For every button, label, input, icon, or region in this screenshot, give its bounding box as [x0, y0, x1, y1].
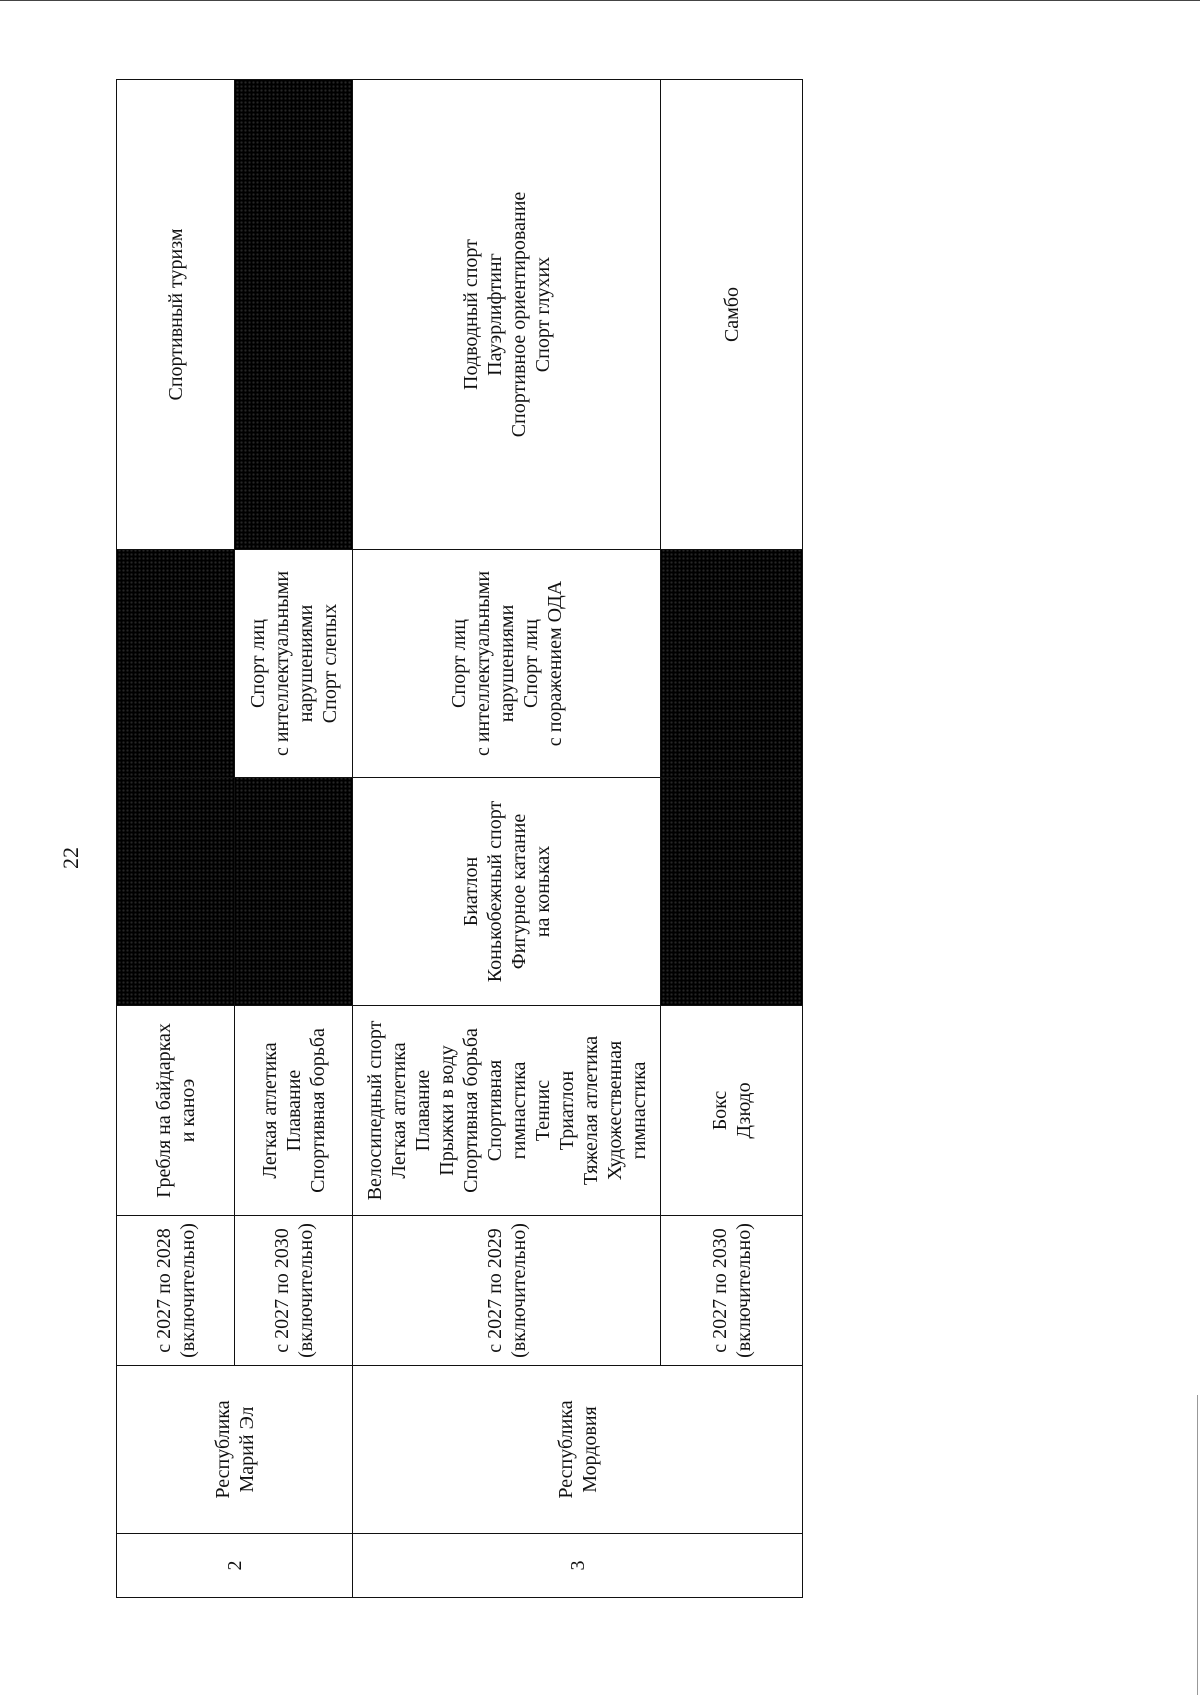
sports-cell: Гребля на байдарках и каноэ — [117, 1006, 235, 1216]
empty-filled-cell — [235, 80, 353, 550]
sports-table-container — [116, 80, 802, 1598]
table-row — [117, 80, 235, 1598]
sports-cell: Спорт лиц с интеллектуальными нарушениями Спорт слепых — [235, 550, 353, 778]
row-number: 3 — [353, 1534, 803, 1598]
page-number: 22 — [58, 847, 83, 869]
period-cell: с 2027 по 2029 (включительно) — [353, 1216, 661, 1366]
sports-cell: Легкая атлетика Плавание Спортивная борьба — [235, 1006, 353, 1216]
sports-table-rotated — [116, 80, 802, 1598]
row-number: 2 — [117, 1534, 353, 1598]
sports-cell: Подводный спорт Пауэрлифтинг Спортивное ориентирование Спорт глухих — [353, 80, 661, 550]
sports-cell: Спортивный туризм — [117, 80, 235, 550]
sports-cell: Бокс Дзюдо — [661, 1006, 803, 1216]
empty-filled-cell — [117, 778, 235, 1006]
sports-cell: Спорт лиц с интеллектуальными нарушениями Спорт лиц с поражением ОДА — [353, 550, 661, 778]
empty-filled-cell — [117, 550, 235, 778]
empty-filled-cell — [661, 550, 803, 778]
sports-table — [116, 79, 803, 1598]
period-cell: с 2027 по 2030 (включительно) — [235, 1216, 353, 1366]
scan-edge — [1197, 1395, 1198, 1695]
table-row — [353, 80, 661, 1598]
region-cell: Республика Мордовия — [353, 1366, 803, 1534]
region-cell: Республика Марий Эл — [117, 1366, 353, 1534]
empty-filled-cell — [661, 778, 803, 1006]
sports-cell: Биатлон Конькобежный спорт Фигурное катание на коньках — [353, 778, 661, 1006]
sports-cell: Велосипедный спорт Легкая атлетика Плавание Прыжки в воду Спортивная борьба Спортивная гимнастика Теннис Триатлон Тяжелая атлетика Художественная гимнастика — [353, 1006, 661, 1216]
period-cell: с 2027 по 2030 (включительно) — [661, 1216, 803, 1366]
scan-edge — [0, 0, 1200, 1]
sports-cell: Самбо — [661, 80, 803, 550]
empty-filled-cell — [235, 778, 353, 1006]
period-cell: с 2027 по 2028 (включительно) — [117, 1216, 235, 1366]
